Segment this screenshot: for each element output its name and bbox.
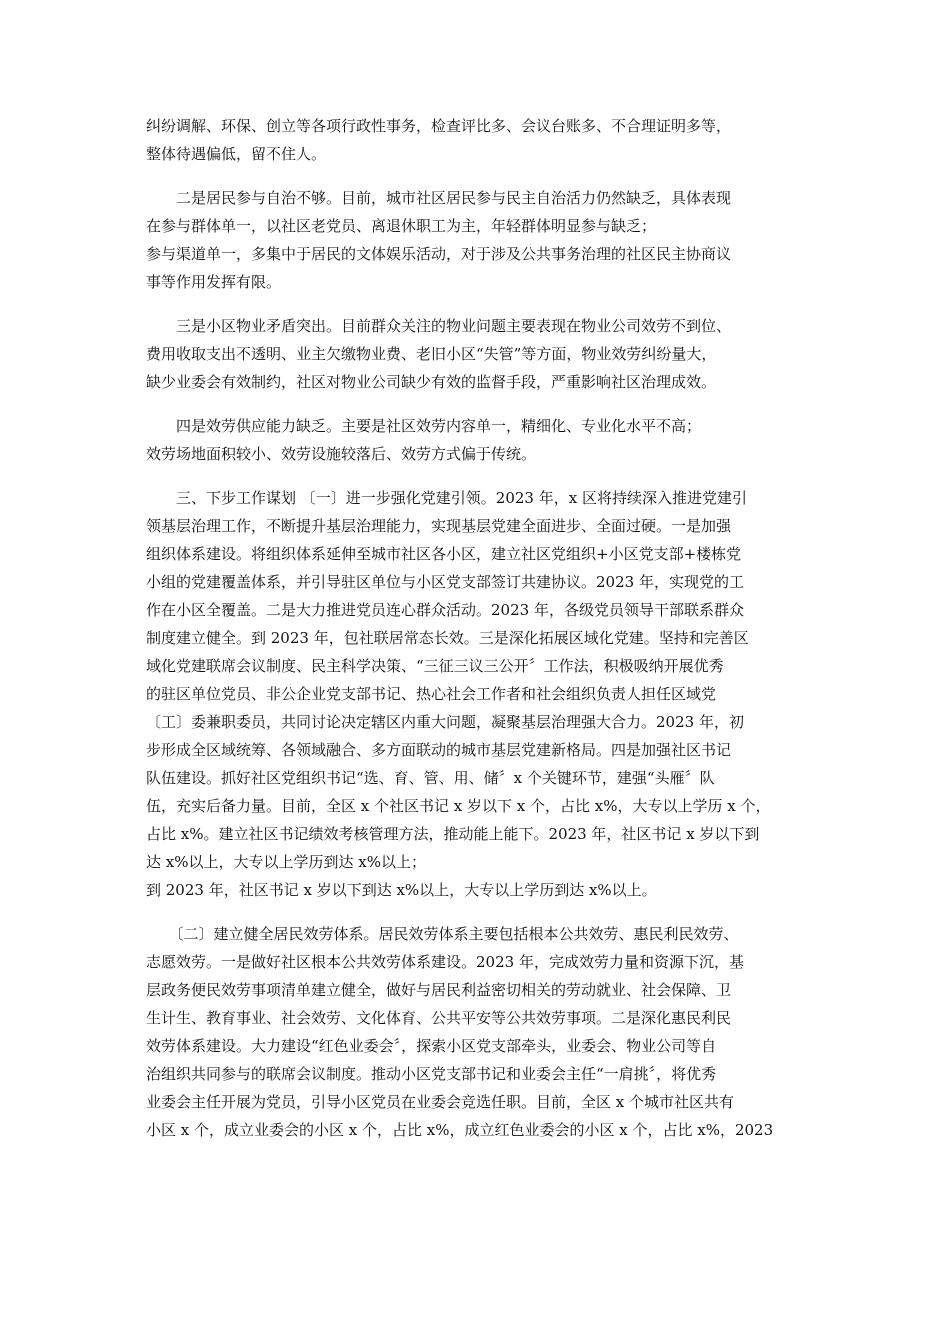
text-line: 组织体系建设。将组织体系延伸至城市社区各小区，建立社区党组织+小区党支部+楼栋党 xyxy=(146,545,742,563)
paragraph-5 xyxy=(146,484,801,904)
text-line: 层政务便民效劳事项清单建立健全，做好与居民利益密切相关的劳动就业、社会保障、卫 xyxy=(146,981,732,999)
text-line: 治组织共同参与的联席会议制度。推动小区党支部书记和业委会主任“一肩挑〞，将优秀 xyxy=(146,1065,717,1083)
text-line: 〔工〕委兼职委员，共同讨论决定辖区内重大问题，凝聚基层治理强大合力。2023 年，初 xyxy=(146,713,744,731)
text-line: 域化党建联席会议制度、民主科学决策、“三征三议三公开〞工作法，积极吸纳开展优秀 xyxy=(146,657,724,675)
text-line: 〔二〕建立健全居民效劳体系。居民效劳体系主要包括根本公共效劳、惠民利民效劳、 xyxy=(146,925,739,943)
text-line: 达 x%以上，大专以上学历到达 x%以上； xyxy=(146,853,426,871)
text-line: 伍，充实后备力量。目前，全区 x 个社区书记 x 岁以下 x 个，占比 x%，大专以上学历 x 个， xyxy=(146,797,771,815)
document-page xyxy=(146,112,801,1160)
text-line: 队伍建设。抓好社区党组织书记“选、育、管、用、储〞x 个关键环节，建强“头雁〞队 xyxy=(146,769,715,787)
text-line: 三、下步工作谋划 〔一〕进一步强化党建引领。2023 年，x 区将持续深入推进党建引 xyxy=(146,489,747,507)
text-line: 效劳体系建设。大力建设“红色业委会〞，探索小区党支部牵头，业委会、物业公司等自 xyxy=(146,1037,717,1055)
text-line: 到 2023 年，社区书记 x 岁以下到达 x%以上，大专以上学历到达 x%以上。 xyxy=(146,881,657,899)
text-line: 参与渠道单一，多集中于居民的文体娱乐活动，对于涉及公共事务治理的社区民主协商议 xyxy=(146,245,732,263)
text-line: 的驻区单位党员、非公企业党支部书记、热心社会工作者和社会组织负责人担任区域党 xyxy=(146,685,717,703)
text-line: 在参与群体单一，以社区老党员、离退休职工为主，年轻群体明显参与缺乏； xyxy=(146,217,657,235)
paragraph-2 xyxy=(146,184,801,296)
text-line: 四是效劳供应能力缺乏。主要是社区效劳内容单一，精细化、专业化水平不高； xyxy=(146,417,702,435)
text-line: 效劳场地面积较小、效劳设施较落后、效劳方式偏于传统。 xyxy=(146,445,537,463)
text-line: 生计生、教育事业、社会效劳、文化体育、公共平安等公共效劳事项。二是深化惠民利民 xyxy=(146,1009,732,1027)
text-line: 三是小区物业矛盾突出。目前群众关注的物业问题主要表现在物业公司效劳不到位、 xyxy=(146,317,732,335)
text-line: 小区 x 个，成立业委会的小区 x 个，占比 x%，成立红色业委会的小区 x 个，占比 x%，2023 xyxy=(146,1121,774,1139)
text-line: 二是居民参与自治不够。目前，城市社区居民参与民主自治活力仍然缺乏，具体表现 xyxy=(146,189,732,207)
text-line: 作在小区全覆盖。二是大力推进党员连心群众活动。2023 年，各级党员领导干部联系群众 xyxy=(146,601,744,619)
text-line: 整体待遇偏低，留不住人。 xyxy=(146,145,327,163)
text-line: 事等作用发挥有限。 xyxy=(146,273,282,291)
paragraph-6 xyxy=(146,920,801,1144)
paragraph-3 xyxy=(146,312,801,396)
text-line: 领基层治理工作，不断提升基层治理能力，实现基层党建全面进步、全面过硬。一是加强 xyxy=(146,517,732,535)
text-line: 制度建立健全。到 2023 年，包社联居常态长效。三是深化拓展区域化党建。坚持和完善区 xyxy=(146,629,749,647)
paragraph-1 xyxy=(146,112,801,168)
text-line: 纠纷调解、环保、创立等各项行政性事务，检查评比多、会议台账多、不合理证明多等， xyxy=(146,117,732,135)
text-line: 费用收取支出不透明、业主欠缴物业费、老旧小区“失管”等方面，物业效劳纠纷量大， xyxy=(146,345,717,363)
text-line: 志愿效劳。一是做好社区根本公共效劳体系建设。2023 年，完成效劳力量和资源下沉，基 xyxy=(146,953,744,971)
text-line: 步形成全区域统筹、各领域融合、多方面联动的城市基层党建新格局。四是加强社区书记 xyxy=(146,741,732,759)
text-line: 业委会主任开展为党员，引导小区党员在业委会竞选任职。目前，全区 x 个城市社区共有 xyxy=(146,1093,734,1111)
text-line: 小组的党建覆盖体系，并引导驻区单位与小区党支部签订共建协议。2023 年，实现党的工 xyxy=(146,573,744,591)
paragraph-4 xyxy=(146,412,801,468)
text-line: 缺少业委会有效制约，社区对物业公司缺少有效的监督手段，严重影响社区治理成效。 xyxy=(146,373,717,391)
text-line: 占比 x%。建立社区书记绩效考核管理方法，推动能上能下。2023 年，社区书记 x 岁以下到 xyxy=(146,825,760,843)
